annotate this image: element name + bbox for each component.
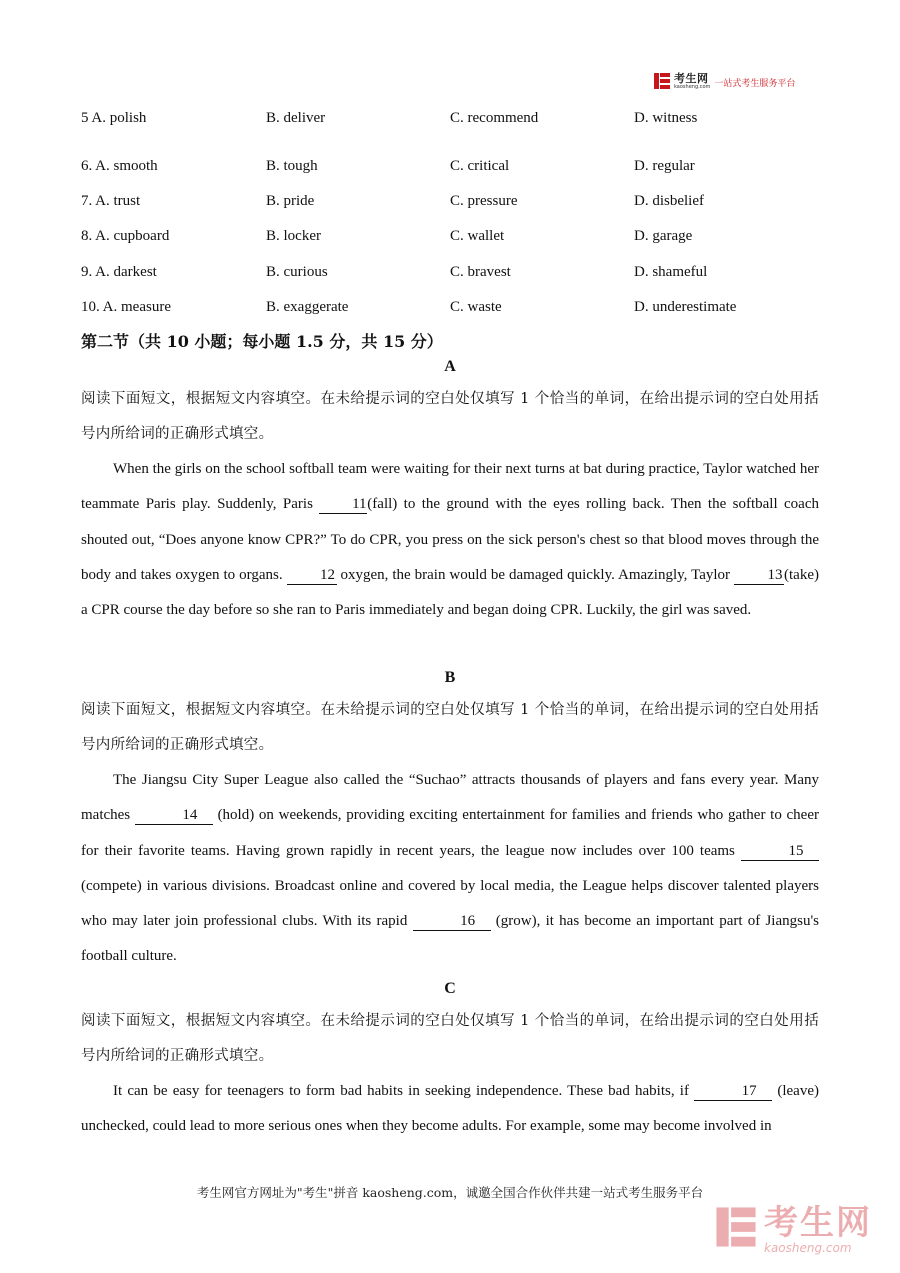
- option-d: D. regular: [634, 158, 695, 174]
- option-a: 8. A. cupboard: [81, 228, 170, 244]
- part-b-passage: [81, 763, 819, 975]
- passage-text: When the girls on the school softball team were waiting for their next turns at bat during practice, Taylor watched her teammate Paris play. Suddenly, Paris: [81, 461, 819, 513]
- blank-17[interactable]: 17: [694, 1082, 772, 1101]
- option-c: C. critical: [450, 158, 510, 174]
- passage-text: It can be easy for teenagers to form bad habits in seeking independence. These bad habits, if: [113, 1083, 695, 1099]
- option-c: C. recommend: [450, 110, 539, 126]
- option-row-8: [81, 228, 841, 248]
- watermark: [714, 1202, 872, 1255]
- option-row-5: [81, 110, 841, 130]
- option-a: 5 A. polish: [81, 110, 147, 126]
- kaosheng-logo-icon: [653, 72, 671, 90]
- option-b: B. pride: [266, 193, 315, 209]
- option-b: B. deliver: [266, 110, 326, 126]
- option-row-6: [81, 158, 841, 178]
- option-b: B. curious: [266, 264, 328, 280]
- option-a: 10. A. measure: [81, 299, 171, 315]
- option-b: B. exaggerate: [266, 299, 349, 315]
- option-d: D. garage: [634, 228, 693, 244]
- option-row-7: [81, 193, 841, 213]
- option-a: 7. A. trust: [81, 193, 141, 209]
- option-d: D. witness: [634, 110, 698, 126]
- passage-text: (compete) in various divisions. Broadcast online and covered by local media, the League helps discover talented players who may later join professional clubs. With its rapid: [81, 877, 819, 930]
- option-c: C. pressure: [450, 193, 518, 209]
- part-c-passage: [81, 1074, 819, 1145]
- header-logo: [653, 72, 795, 90]
- blank-12[interactable]: 12: [287, 566, 337, 585]
- kaosheng-watermark-icon: [714, 1205, 758, 1254]
- option-c: C. wallet: [450, 228, 505, 244]
- logo-slogan: 一站式考生服务平台: [714, 78, 796, 89]
- passage-text: (hold) on weekends, providing exciting entertainment for families and friends who gather to cheer for their favorite teams. Having grown rapidly in recent years, the league now includes over 100 teams: [81, 807, 819, 859]
- passage-text: (leave) unchecked, could lead to more serious ones when they become adults. For example, some may become involved in: [81, 1083, 819, 1135]
- part-a-instruction: 阅读下面短文，根据短文内容填空。在未给提示词的空白处仅填写 1 个恰当的单词，在给出提示词的空白处用括号内所给词的正确形式填空。: [81, 391, 819, 443]
- option-c: C. bravest: [450, 264, 511, 280]
- option-row-9: [81, 264, 841, 284]
- blank-14[interactable]: 14: [135, 806, 213, 825]
- option-c: C. waste: [450, 299, 502, 315]
- logo-domain: kaosheng.com: [674, 83, 711, 90]
- blank-11[interactable]: 11: [319, 495, 367, 514]
- option-d: D. shameful: [634, 264, 708, 280]
- passage-text: (grow), it has become an important part of Jiangsu's football culture.: [81, 913, 820, 965]
- blank-16[interactable]: 16: [413, 912, 491, 931]
- passage-text: oxygen, the brain would be damaged quickly. Amazingly, Taylor: [336, 566, 735, 583]
- section-title: 第二节（共 10 小题；每小题 1.5 分，共 15 分）: [81, 332, 443, 351]
- option-d: D. underestimate: [634, 299, 737, 315]
- option-b: B. locker: [266, 228, 321, 244]
- watermark-title: 考生网: [764, 1202, 872, 1243]
- option-d: D. disbelief: [634, 193, 704, 209]
- part-a-passage: [81, 452, 819, 628]
- blank-15[interactable]: 15: [741, 842, 819, 861]
- option-b: B. tough: [266, 158, 318, 174]
- part-b-label: B: [444, 669, 456, 686]
- passage-text: (take) a CPR course the day before so she ran to Paris immediately and began doing CPR. Luckily, the girl was saved.: [81, 566, 819, 619]
- page-footer: 考生网官方网址为"考生"拼音 kaosheng.com，诚邀全国合作伙伴共建一站式考生服务平台: [196, 1185, 704, 1200]
- option-row-10: [81, 299, 841, 319]
- part-c-label: C: [444, 980, 456, 997]
- passage-text: The Jiangsu City Super League also called the “Suchao” attracts thousands of players and fans every year. Many matches: [81, 772, 819, 824]
- part-c-instruction: 阅读下面短文，根据短文内容填空。在未给提示词的空白处仅填写 1 个恰当的单词，在给出提示词的空白处用括号内所给词的正确形式填空。: [81, 1013, 819, 1065]
- logo-title: 考生网: [674, 71, 709, 85]
- blank-13[interactable]: 13: [734, 566, 784, 585]
- passage-text: (fall) to the ground with the eyes rolling back. Then the softball coach shouted out, “Does anyone know CPR?” To do CPR, you press on the sick person's chest so that blood moves through the body and takes oxygen to organs.: [81, 496, 819, 583]
- watermark-domain: kaosheng.com: [764, 1240, 852, 1255]
- part-b-instruction: 阅读下面短文，根据短文内容填空。在未给提示词的空白处仅填写 1 个恰当的单词，在给出提示词的空白处用括号内所给词的正确形式填空。: [81, 702, 819, 754]
- part-a-label: A: [444, 358, 456, 375]
- option-a: 9. A. darkest: [81, 264, 157, 280]
- option-a: 6. A. smooth: [81, 158, 158, 174]
